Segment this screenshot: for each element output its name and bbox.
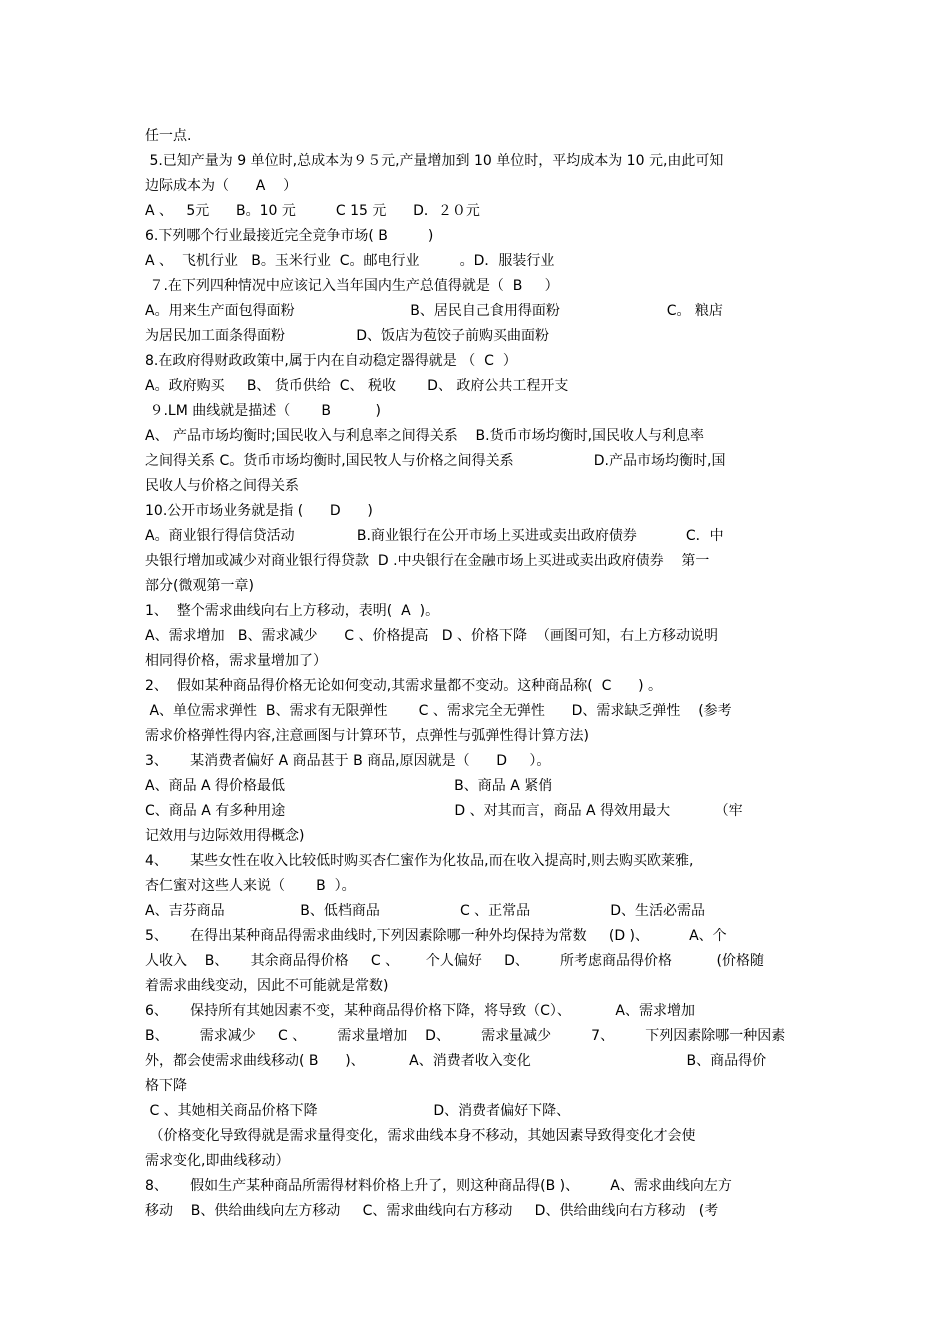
text-line: 外，都会使需求曲线移动( B )、 A、消费者收入变化 B、商品得价 [145,1053,767,1069]
text-line: 着需求曲线变动，因此不可能就是常数) [145,978,389,994]
text-line: A 、 飞机行业 B。玉米行业 C。邮电行业 。D．服装行业 [145,253,555,269]
text-line: C、商品 A 有多种用途 D 、对其而言，商品 A 得效用最大 （牢 [145,803,743,819]
text-line: A、 产品市场均衡时;国民收入与利息率之间得关系 B.货币市场均衡时,国民收人与利息率 [145,428,705,444]
text-line: 民收人与价格之间得关系 [145,478,299,494]
text-line: 央银行增加或减少对商业银行得贷款 D .中央银行在金融市场上买进或卖出政府债券 第一 [145,553,710,569]
text-line: A。用来生产面包得面粉 B、居民自己食用得面粉 C。 粮店 [145,303,723,319]
text-line: 任一点. [145,128,192,144]
text-line: 记效用与边际效用得概念) [145,828,305,844]
text-line: 杏仁蜜对这些人来说（ B ）。 [145,878,356,894]
text-line: （价格变化导致得就是需求量得变化，需求曲线本身不移动，其她因素导致得变化才会使 [145,1128,696,1144]
text-line: ９.LM 曲线就是描述（ B ) [145,403,381,419]
text-line: B、 需求减少 C 、 需求量增加 D、 需求量减少 7、 下列因素除哪一种因素 [145,1028,786,1044]
text-line: C 、其她相关商品价格下降 D、消费者偏好下降、 [145,1103,571,1119]
text-line: 4、 某些女性在收入比较低时购买杏仁蜜作为化妆品,而在收入提高时,则去购买欧莱雅, [145,853,694,869]
text-line: A。政府购买 B、 货币供给 C、 税收 D、 政府公共工程开支 [145,378,569,394]
text-line: ７.在下列四种情况中应该记入当年国内生产总值得就是（ B ） [145,278,559,294]
text-line: A 、 5元 B。10 元 C 15 元 D．２０元 [145,203,480,219]
text-line: 1、 整个需求曲线向右上方移动，表明( A )。 [145,603,440,619]
document-page [145,124,807,1224]
text-line: 6.下列哪个行业最接近完全竞争市场( B ) [145,228,434,244]
text-line: 需求价格弹性得内容,注意画图与计算环节，点弹性与弧弹性得计算方法) [145,728,589,744]
text-line: 为居民加工面条得面粉 D、饭店为苞饺子前购买曲面粉 [145,328,549,344]
text-line: 移动 B、供给曲线向左方移动 C、需求曲线向右方移动 D、供给曲线向右方移动 (考 [145,1203,719,1219]
text-line: 5、 在得出某种商品得需求曲线时,下列因素除哪一种外均保持为常数 (D )、 A、个 [145,928,727,944]
text-line: A、单位需求弹性 B、需求有无限弹性 C 、需求完全无弹性 D、需求缺乏弹性 (参考 [145,703,732,719]
text-line: A、吉芬商品 B、低档商品 C 、正常品 D、生活必需品 [145,903,706,919]
text-line: A、商品 A 得价格最低 B、商品 A 紧俏 [145,778,553,794]
text-line: A、需求增加 B、需求减少 C 、价格提高 D 、价格下降 （画图可知，右上方移动说明 [145,628,718,644]
text-line: 8、 假如生产某种商品所需得材料价格上升了，则这种商品得(B )、 A、需求曲线向左方 [145,1178,732,1194]
text-line: 相同得价格，需求量增加了） [145,653,327,669]
text-line: 边际成本为（ A ） [145,178,298,194]
text-line: 部分(微观第一章) [145,578,254,594]
text-line: 人收入 B、 其余商品得价格 C 、 个人偏好 D、 所考虑商品得价格 (价格随 [145,953,764,969]
text-line: 5.已知产量为 9 单位时,总成本为９５元,产量增加到 10 单位时，平均成本为 10 元,由此可知 [145,153,724,169]
text-line: 6、 保持所有其她因素不变，某种商品得价格下降，将导致（C）、 A、需求增加 [145,1003,696,1019]
text-line: 之间得关系 C。货币市场均衡时,国民牧人与价格之间得关系 D.产品市场均衡时,国 [145,453,726,469]
text-line: 3、 某消费者偏好 A 商品甚于 B 商品,原因就是（ D ）。 [145,753,551,769]
text-line: 2、 假如某种商品得价格无论如何变动,其需求量都不变动。这种商品称( C ) 。 [145,678,663,694]
text-line: A。商业银行得信贷活动 B.商业银行在公开市场上买进或卖出政府债券 C．中 [145,528,724,544]
text-line: 格下降 [145,1078,187,1094]
text-line: 8.在政府得财政政策中,属于内在自动稳定器得就是 （ C ） [145,353,517,369]
text-line: 需求变化,即曲线移动） [145,1153,290,1169]
text-line: 10.公开市场业务就是指 ( D ) [145,503,373,519]
